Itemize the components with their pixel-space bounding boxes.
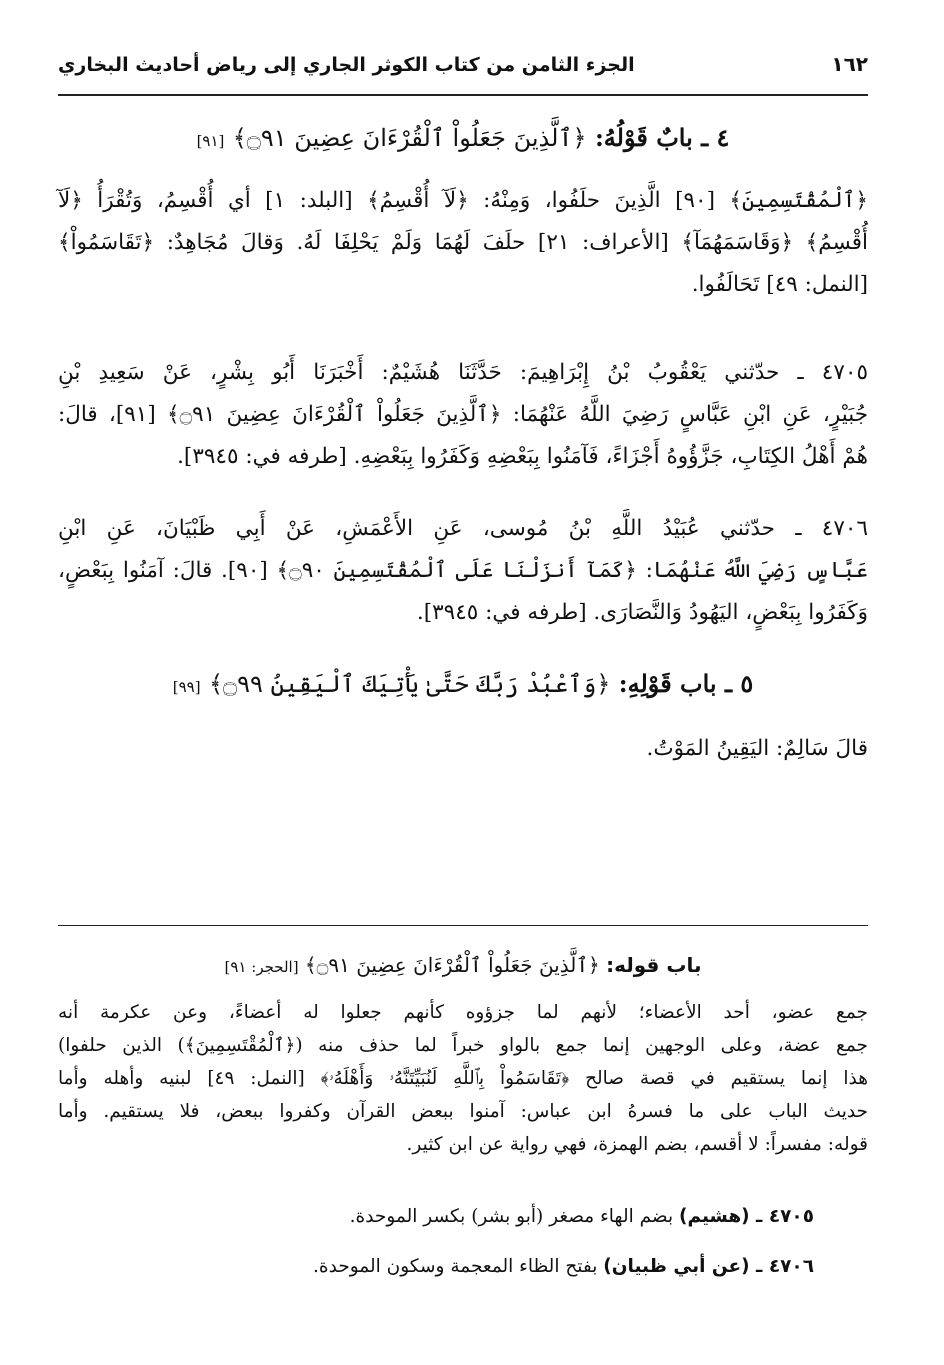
section-5-verse: ﴿وَٱعْبُدْ رَبَّكَ حَتَّىٰ يَأْتِيَكَ ٱلْيَقِينُ ۝٩٩﴾ (208, 670, 611, 698)
footnote-item-4705-label: ٤٧٠٥ ـ (هشيم) (679, 1206, 814, 1227)
footnote-item-4706-label: ٤٧٠٦ ـ (عن أبي ظبيان) (603, 1256, 814, 1277)
section-4-line: [النمل: ٤٩] تَحَالَفُوا. (691, 272, 868, 297)
hadith-4705-line: هُمْ أَهْلُ الكِتَابِ، جَزَّؤُوهُ أَجْزَاءً، فَآمَنُوا بِبَعْضِهِ وَكَفَرُوا بِبَعْضِهِ. [طرفه في: ٣٩٤٥]. (177, 444, 868, 469)
footnote-heading-ref: [الحجر: ٩١] (224, 958, 299, 976)
footnote-heading (58, 946, 868, 986)
section-5-heading (58, 664, 868, 707)
footnote-items (58, 1198, 814, 1286)
footnote-line: حديث الباب على ما فسرهُ ابن عباس: آمنوا ببعض القرآن وكفروا ببعض، فلا يستقيم. وأما (58, 1101, 868, 1122)
section-5-line: قالَ سَالِمٌ: اليَقِينُ المَوْتُ. (646, 736, 868, 761)
footnote-item-4706 (58, 1248, 814, 1286)
footnote-line: هذا إنما يستقيم في قصة صالح ﴿تَقَاسَمُواْ بِٱللَّهِ لَنُبَيِّتَنَّهُۥ وَأَهْلَهُۥ﴾ [النمل: ٤٩] لبنيه وأهله وأما (58, 1068, 868, 1089)
footnote-item-4705-text: بضم الهاء مصغر (أبو بشر) بكسر الموحدة. (349, 1206, 674, 1227)
hadith-4705-line: ٤٧٠٥ ـ حدّثني يَعْقُوبُ بْنُ إِبْرَاهِيمَ: حَدَّثَنَا هُشَيْمٌ: أَخْبَرَنَا أَبُو بِشْرٍ، عَنْ سَعِيدِ بْنِ (58, 360, 868, 385)
hadith-4706 (58, 508, 868, 634)
running-header (58, 52, 868, 96)
footnote-item-4706-text: بفتح الظاء المعجمة وسكون الموحدة. (313, 1256, 598, 1277)
page (58, 52, 868, 96)
hadith-4706-line: وَكَفَرُوا بِبَعْضٍ، اليَهُودُ وَالنَّصَارَى. [طرفه في: ٣٩٤٥]. (416, 600, 868, 625)
section-4-line: أُقْسِمُ﴾ ﴿وَقَاسَمَهُمَآ﴾ [الأعراف: ٢١] حلَفَ لَهُمَا وَلَمْ يَحْلِفَا لَهُ. وَقالَ مُجَاهِدٌ: ﴿تَقَاسَمُواْ﴾ (58, 230, 868, 255)
hadith-4706-line: عَبَّاسٍ رَضِيَ اللَّهُ عَنْهُمَا: ﴿كَمَآ أَنزَلْنَا عَلَى ٱلْمُقْتَسِمِينَ ۝٩٠﴾ [٩٠]. قالَ: آمَنُوا بِبَعْضٍ، (58, 558, 868, 583)
page-number: ١٦٢ (831, 52, 868, 76)
section-5-body (58, 728, 868, 770)
footnote-line: جمع عضة، وعلى الوجهين إنما جمع بالواو خبراً لما حذف منه (﴿ٱلْمُقْتَسِمِينَ﴾) الذين حلفوا) (58, 1035, 868, 1056)
section-4-line: ﴿ٱلْمُقْتَسِمِينَ﴾ [٩٠] الَّذِينَ حلَفُوا، وَمِنْهُ: ﴿لَآ أُقْسِمُ﴾ [البلد: ١] أي أُقْسِمُ، وَتُقْرَأُ ﴿لَآ (58, 188, 868, 213)
section-5-ref: [٩٩] (172, 678, 201, 696)
footnote-heading-label: باب قوله: (606, 953, 702, 977)
footnote-heading-verse: ﴿ٱلَّذِينَ جَعَلُواْ ٱلْقُرْءَانَ عِضِينَ ۝٩١﴾ (304, 953, 600, 977)
section-4-body (58, 180, 868, 306)
section-4-label: ٤ ـ بابٌ قَوْلُهُ: (594, 123, 730, 152)
section-5-label: ٥ ـ باب قَوْلِهِ: (618, 669, 754, 698)
footnote-item-4705 (58, 1198, 814, 1236)
hadith-4706-line: ٤٧٠٦ ـ حدّثني عُبَيْدُ اللَّهِ بْنُ مُوسى، عَنِ الأَعْمَشِ، عَنْ أَبِي ظَبْيَانَ، عَنِ ابْنِ (58, 516, 868, 541)
section-4-ref: [٩١] (196, 132, 225, 150)
footnote-divider (58, 925, 868, 926)
book-title: الجزء الثامن من كتاب الكوثر الجاري إلى رياض أحاديث البخاري (58, 54, 635, 76)
footnote-line: جمع عضو، أحد الأعضاء؛ لأنهم لما جزؤوه كأنهم جعلوا له أعضاءً، وعن عكرمة أنه (58, 1002, 868, 1023)
section-4-heading (58, 118, 868, 161)
footnote-line: قوله: مفسراً: لا أقسم، بضم الهمزة، فهي رواية عن ابن كثير. (406, 1134, 868, 1155)
section-4-verse: ﴿ٱلَّذِينَ جَعَلُواْ ٱلْقُرْءَانَ عِضِينَ ۝٩١﴾ (232, 124, 587, 152)
hadith-4705 (58, 352, 868, 478)
footnote-body (58, 996, 868, 1161)
hadith-4705-line: جُبَيْرٍ، عَنِ ابْنِ عَبَّاسٍ رَضِيَ اللَّهُ عَنْهُمَا: ﴿ٱلَّذِينَ جَعَلُواْ ٱلْقُرْءَانَ عِضِينَ ۝٩١﴾ [٩١]، قالَ: (58, 402, 868, 427)
